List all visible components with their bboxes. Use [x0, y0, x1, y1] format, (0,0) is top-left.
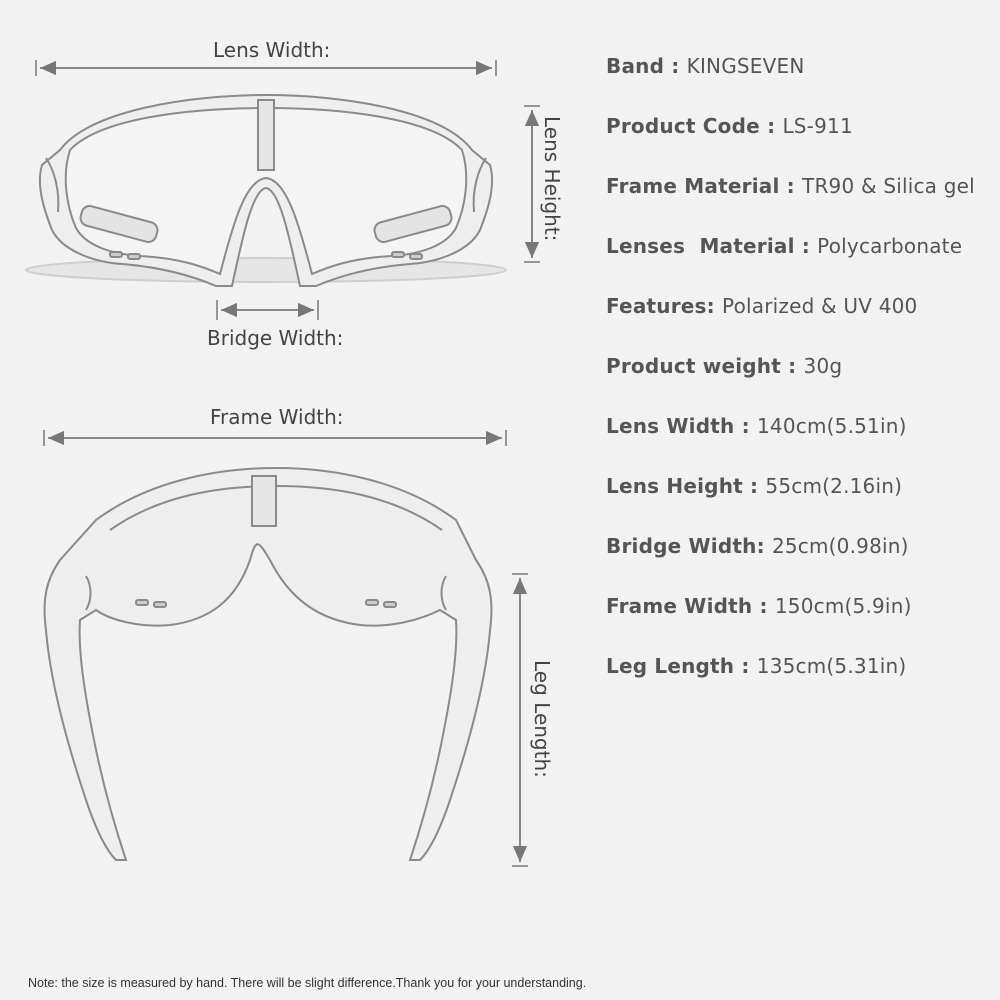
- lens-width-arrow: [36, 60, 496, 76]
- spec-product-weight: Product weight : 30g: [606, 354, 843, 378]
- lens-width-label: Lens Width:: [213, 38, 331, 62]
- footnote: Note: the size is measured by hand. There will be slight difference.Thank you for your understanding.: [28, 976, 587, 990]
- leg-length-label: Leg Length:: [530, 660, 554, 778]
- bridge-width-arrow: [217, 300, 318, 320]
- spec-lens-width: Lens Width : 140cm(5.51in): [606, 414, 907, 438]
- frame-width-label: Frame Width:: [210, 405, 344, 429]
- lens-height-arrow: [524, 106, 540, 262]
- spec-frame-width: Frame Width : 150cm(5.9in): [606, 594, 912, 618]
- spec-band: Band : KINGSEVEN: [606, 54, 805, 78]
- glasses-front-view: [26, 95, 506, 286]
- lens-height-label: Lens Height:: [540, 116, 564, 242]
- spec-lenses-material: Lenses Material : Polycarbonate: [606, 234, 963, 258]
- glasses-top-view: [45, 468, 492, 860]
- spec-bridge-width: Bridge Width: 25cm(0.98in): [606, 534, 909, 558]
- spec-lens-height: Lens Height : 55cm(2.16in): [606, 474, 903, 498]
- spec-features: Features: Polarized & UV 400: [606, 294, 918, 318]
- frame-width-arrow: [44, 430, 506, 446]
- leg-length-arrow: [512, 574, 528, 866]
- bridge-width-label: Bridge Width:: [207, 326, 344, 350]
- spec-frame-material: Frame Material : TR90 & Silica gel: [606, 174, 975, 198]
- spec-product-code: Product Code : LS-911: [606, 114, 853, 138]
- spec-leg-length: Leg Length : 135cm(5.31in): [606, 654, 907, 678]
